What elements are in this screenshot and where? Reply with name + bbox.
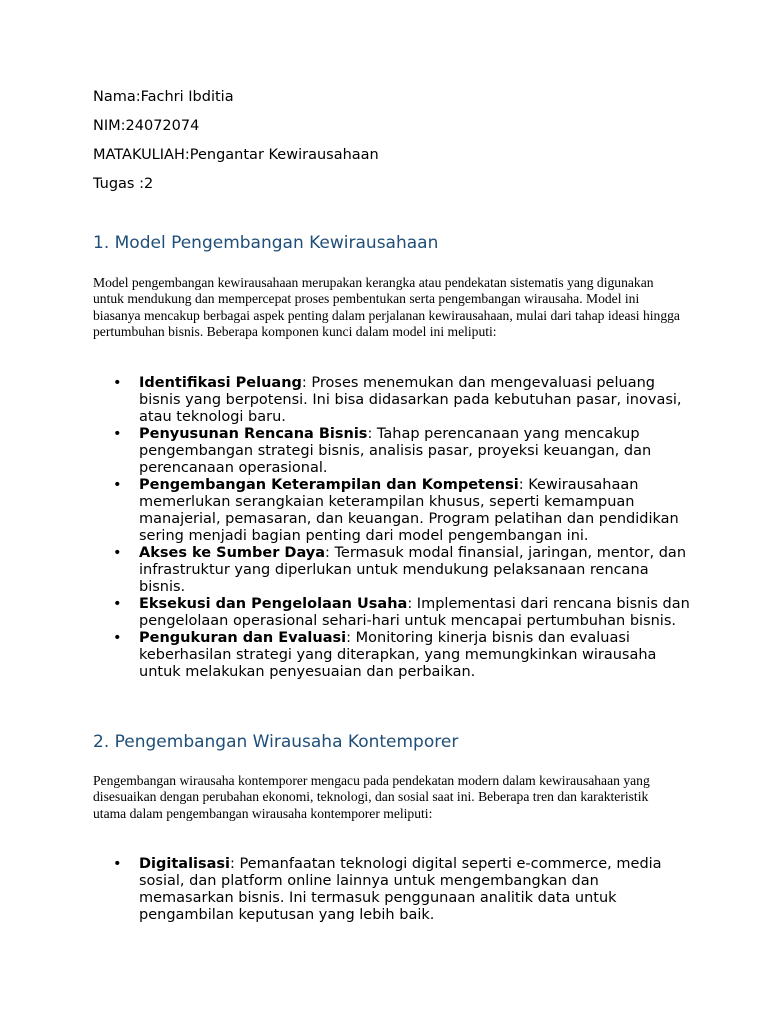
- list-item-term: Identifikasi Peluang: [139, 375, 302, 391]
- bullet-icon: •: [113, 426, 122, 442]
- student-nim: NIM:24072074: [93, 118, 200, 134]
- list-item-term: Akses ke Sumber Daya: [139, 545, 326, 561]
- list-item: [93, 477, 693, 545]
- section-1-list: [93, 375, 693, 681]
- list-item: [93, 545, 693, 596]
- bullet-icon: •: [113, 630, 122, 646]
- list-item-term: Pengembangan Keterampilan dan Kompetensi: [139, 477, 519, 493]
- list-item-desc: : Pemanfaatan teknologi digital seperti e-commerce, media sosial, dan platform online lainnya untuk mengembangkan dan memasarkan bisnis. Ini termasuk penggunaan analitik data untuk pengambilan keputusan yang lebih baik.: [139, 856, 662, 923]
- bullet-icon: •: [113, 375, 122, 391]
- list-item: [93, 426, 693, 477]
- course-name: MATAKULIAH:Pengantar Kewirausahaan: [93, 147, 379, 163]
- list-item-term: Eksekusi dan Pengelolaan Usaha: [139, 596, 408, 612]
- section-2-intro: Pengembangan wirausaha kontemporer mengacu pada pendekatan modern dalam kewirausahaan yang disesuaikan dengan perubahan ekonomi, teknologi, dan sosial saat ini. Beberapa tren dan karakteristik utama dalam pengembangan wirausaha kontemporer meliputi:: [93, 773, 650, 821]
- list-item-desc: : Kewirausahaan memerlukan serangkaian keterampilan khusus, seperti kemampuan manajerial, pemasaran, dan keuangan. Program pelatihan dan pendidikan sering menjadi bagian penting dari model pengembangan ini.: [139, 477, 679, 544]
- bullet-icon: •: [113, 545, 122, 561]
- list-item: [93, 630, 693, 681]
- list-item-term: Penyusunan Rencana Bisnis: [139, 426, 368, 442]
- list-item-desc: : Proses menemukan dan mengevaluasi peluang bisnis yang berpotensi. Ini bisa didasarkan pada kebutuhan pasar, inovasi, atau teknologi baru.: [139, 375, 682, 425]
- list-item-desc: : Tahap perencanaan yang mencakup pengembangan strategi bisnis, analisis pasar, proyeksi keuangan, dan perencanaan operasional.: [139, 426, 652, 476]
- section-1-heading: 1. Model Pengembangan Kewirausahaan: [93, 233, 439, 253]
- task-number: Tugas :2: [93, 176, 154, 192]
- section-1-intro: Model pengembangan kewirausahaan merupakan kerangka atau pendekatan sistematis yang digunakan untuk mendukung dan mempercepat proses pembentukan serta pengembangan wirausaha. Model ini biasanya mencakup berbagai aspek penting dalam perjalanan kewirausahaan, mulai dari tahap ideasi hingga pertumbuhan bisnis. Beberapa komponen kunci dalam model ini meliputi:: [93, 275, 680, 340]
- list-item: [93, 856, 693, 924]
- list-item-term: Pengukuran dan Evaluasi: [139, 630, 347, 646]
- list-item: [93, 596, 693, 630]
- list-item-desc: : Implementasi dari rencana bisnis dan pengelolaan operasional sehari-hari untuk mencapai pertumbuhan bisnis.: [139, 596, 690, 629]
- bullet-icon: •: [113, 856, 122, 872]
- bullet-icon: •: [113, 477, 122, 493]
- section-2-heading: 2. Pengembangan Wirausaha Kontemporer: [93, 732, 459, 752]
- list-item-term: Digitalisasi: [139, 856, 231, 872]
- list-item-desc: : Monitoring kinerja bisnis dan evaluasi keberhasilan strategi yang diterapkan, yang memungkinkan wirausaha untuk melakukan penyesuaian dan perbaikan.: [139, 630, 657, 680]
- bullet-icon: •: [113, 596, 122, 612]
- section-2-list: [93, 856, 693, 924]
- student-name: Nama:Fachri Ibditia: [93, 89, 234, 105]
- list-item-desc: : Termasuk modal finansial, jaringan, mentor, dan infrastruktur yang diperlukan untuk mendukung pelaksanaan rencana bisnis.: [139, 545, 687, 595]
- list-item: [93, 375, 693, 426]
